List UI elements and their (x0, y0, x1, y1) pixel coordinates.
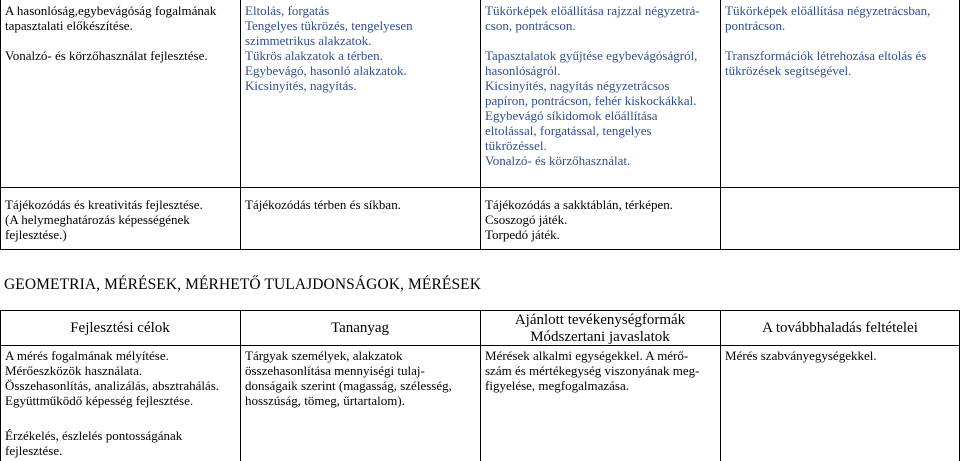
table2-header-col2 (240, 320, 480, 337)
table1-divider-1 (240, 0, 241, 250)
text-line: pontrácson. (725, 18, 786, 33)
header-text: A továbbhaladás feltételei (762, 320, 918, 336)
text-line: Vonalzó- és körzőhasználat fejlesztése. (5, 48, 208, 63)
text-line: A mérés fogalmának mélyítése. (5, 348, 169, 363)
text-line: tükrözéssel. (485, 138, 547, 153)
text-line: Kicsinyítés, nagyítás. (245, 78, 357, 93)
section-title: GEOMETRIA, MÉRÉSEK, MÉRHETŐ TULAJDONSÁGOK, MÉRÉSEK (4, 276, 482, 293)
text-line: Tájékozódás térben és síkban. (245, 197, 401, 212)
text-line: hosszúság, tömeg, űrtartalom). (245, 393, 405, 408)
text-line: fejlesztése.) (5, 227, 67, 242)
header-text: Fejlesztési célok (70, 320, 170, 336)
text-line: Mérés szabványegységekkel. (725, 348, 877, 363)
text-line: figyelése, megfogalmazása. (485, 378, 630, 393)
table2-row1-col2 (245, 348, 452, 408)
table1-divider-2 (480, 0, 481, 250)
table1-row1-col4 (725, 3, 930, 78)
text-line (485, 33, 700, 48)
text-line: Kicsinyítés, nagyítás négyzetrácsos (485, 78, 670, 93)
table1-row2-col1 (5, 197, 203, 242)
text-line: Tájékozódás és kreativitás fejlesztése. (5, 197, 203, 212)
table1-row1-col1 (5, 3, 216, 63)
table2-row1-col4 (725, 348, 877, 363)
text-line (5, 408, 219, 423)
text-line: összehasonlítása mennyiségi tulaj- (245, 363, 425, 378)
text-line: Tükörképek előállítása négyzetrácsban, (725, 3, 931, 18)
text-line: Egybevágó síkidomok előállítása (485, 108, 658, 123)
text-line: fejlesztése. (5, 443, 63, 458)
text-line: Mérőeszközök használata. (5, 363, 143, 378)
text-line: Tárgyak személyek, alakzatok (245, 348, 403, 363)
text-line: Mérések alkalmi egységekkel. A mérő- (485, 348, 689, 363)
text-line: Tapasztalatok gyűjtése egybevágóságról, (485, 48, 698, 63)
table2-header-col3 (480, 312, 720, 346)
text-line: eltolással, forgatással, tengelyes (485, 123, 652, 138)
text-line (725, 33, 930, 48)
text-line: szám és mértékegység viszonyának meg- (485, 363, 700, 378)
table1-border-bottom (0, 249, 960, 250)
text-line: Egybevágó, hasonló alakzatok. (245, 63, 407, 78)
text-line: Torpedó játék. (485, 227, 560, 242)
table1-row1-col3 (485, 3, 700, 168)
header-text: Tananyag (330, 320, 390, 336)
text-line: tapasztalati előkészítése. (5, 18, 133, 33)
text-line: (A helymeghatározás képességének (5, 212, 190, 227)
text-line: Együttműködő képesség fejlesztése. (5, 393, 194, 408)
table1-row2-col2 (245, 197, 401, 212)
table1-row1-col2 (245, 3, 413, 93)
table1-border-left (0, 0, 1, 250)
text-line: Érzékelés, észlelés pontosságának (5, 428, 183, 443)
text-line: Tükrös alakzatok a térben. (245, 48, 383, 63)
table2-row1-col3 (485, 348, 699, 393)
header-text: Ajánlott tevékenységformák (514, 312, 686, 328)
text-line (5, 33, 216, 48)
header-text: Módszertani javaslatok (530, 329, 670, 345)
text-line: papíron, pontrácson, fehér kiskockákkal. (485, 93, 697, 108)
text-line: Transzformációk létrehozása eltolás és (725, 48, 927, 63)
table2-header-col1 (0, 320, 240, 337)
table1-row-divider (0, 187, 960, 188)
text-line: Vonalzó- és körzőhasználat. (485, 153, 631, 168)
text-line: Tükörképek előállítása rajzzal négyzetrá- (485, 3, 700, 18)
text-line: Csoszogó játék. (485, 212, 568, 227)
text-line: szimmetrikus alakzatok. (245, 33, 372, 48)
text-line: Összehasonlítás, analizálás, absztrahálás. (5, 378, 220, 393)
text-line: tükrözések segítségével. (725, 63, 852, 78)
text-line: hasonlóságról. (485, 63, 561, 78)
text-line: Tájékozódás a sakktáblán, térképen. (485, 197, 674, 212)
table1-divider-3 (720, 0, 721, 250)
table2-row1-col1 (5, 348, 219, 458)
text-line: donságaik szerint (magasság, szélesség, (245, 378, 452, 393)
text-line: Eltolás, forgatás (245, 3, 330, 18)
text-line: Tengelyes tükrözés, tengelyesen (245, 18, 413, 33)
text-line: A hasonlóság,egybevágóság fogalmának (5, 3, 217, 18)
table2-header-col4 (720, 320, 960, 337)
table1-row2-col3 (485, 197, 673, 242)
text-line: cson, pontrácson. (485, 18, 576, 33)
